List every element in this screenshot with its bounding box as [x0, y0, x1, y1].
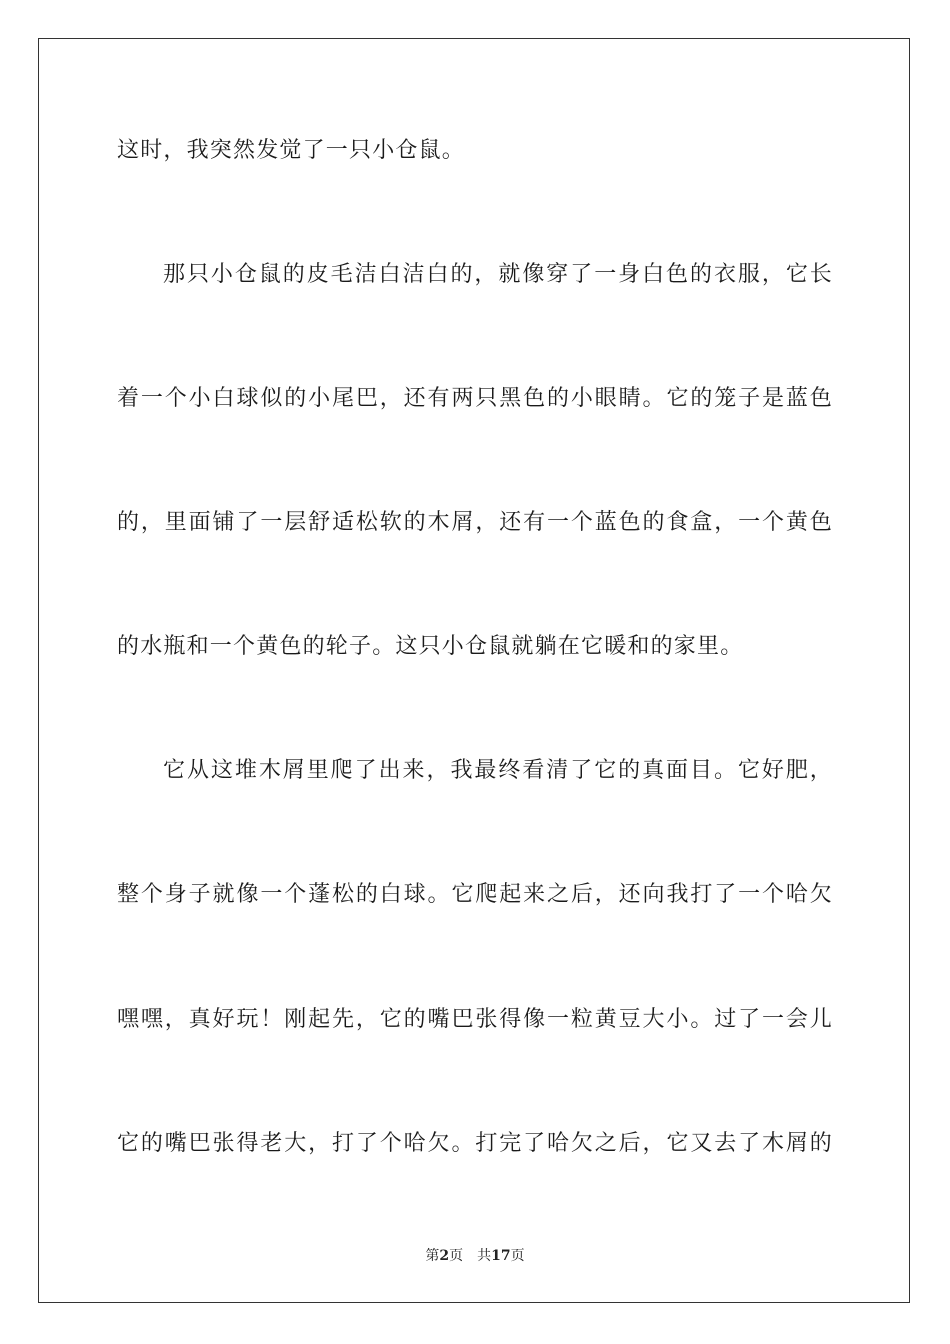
text-line-3: 着一个小白球似的小尾巴，还有两只黑色的小眼睛。它的笼子是蓝色	[117, 386, 833, 411]
text-line-6: 它从这堆木屑里爬了出来，我最终看清了它的真面目。它好肥，	[163, 758, 833, 783]
total-label-prefix: 共	[477, 1248, 492, 1264]
text-line-7: 整个身子就像一个蓬松的白球。它爬起来之后，还向我打了一个哈欠	[117, 882, 833, 907]
total-pages: 17	[491, 1248, 511, 1264]
page-label-prefix: 第	[425, 1248, 440, 1264]
text-line-4: 的，里面铺了一层舒适松软的木屑，还有一个蓝色的食盒，一个黄色	[117, 510, 833, 535]
text-line-8: 嘿嘿，真好玩！刚起先，它的嘴巴张得像一粒黄豆大小。过了一会儿	[117, 1007, 833, 1032]
page-footer	[0, 1246, 950, 1266]
page-label-suffix: 页	[449, 1248, 464, 1264]
total-label-suffix: 页	[510, 1248, 525, 1264]
page-number: 2	[439, 1248, 450, 1264]
page-border	[38, 38, 910, 1303]
text-line-1: 这时，我突然发觉了一只小仓鼠。	[117, 138, 466, 163]
text-line-9: 它的嘴巴张得老大，打了个哈欠。打完了哈欠之后，它又去了木屑的	[117, 1131, 833, 1156]
text-line-5: 的水瓶和一个黄色的轮子。这只小仓鼠就躺在它暖和的家里。	[117, 634, 744, 659]
text-line-2: 那只小仓鼠的皮毛洁白洁白的，就像穿了一身白色的衣服，它长	[163, 262, 833, 287]
